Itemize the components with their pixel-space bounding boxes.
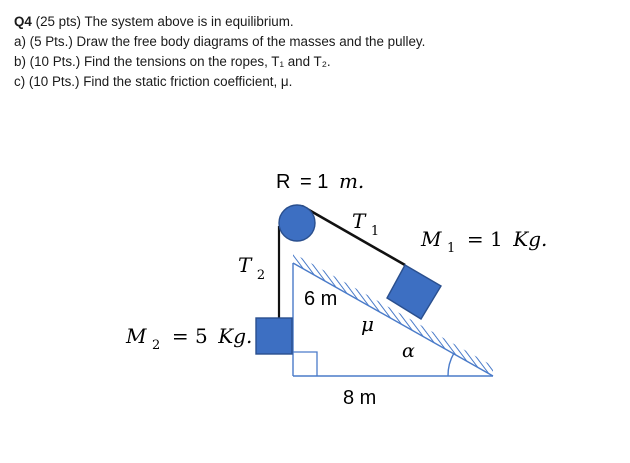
t1-subscript: 1 [370, 224, 380, 239]
m1-base: M [421, 227, 442, 251]
height-label: 6 m [304, 288, 338, 310]
m2-unit: Kg. [218, 324, 253, 348]
t1-label [352, 209, 379, 239]
mu-label: μ [361, 312, 374, 336]
m1-value: = 1 [466, 227, 503, 251]
t1-base: T [352, 209, 366, 233]
t2-base: T [238, 253, 252, 277]
incline-hatch [293, 253, 493, 376]
m2-label [125, 324, 252, 354]
m1-unit: Kg. [513, 227, 548, 251]
question-part-b: b) (10 Pts.) Find the tensions on the ropes, T₁ and T₂. [14, 54, 331, 69]
m1-subscript: 1 [447, 241, 456, 256]
base-label: 8 m [343, 387, 377, 409]
radius-value: = 1 [300, 171, 329, 193]
t2-subscript: 2 [256, 268, 266, 283]
alpha-arc [448, 353, 454, 376]
m2-value: = 5 [171, 324, 208, 348]
radius-unit: m. [338, 169, 365, 193]
alpha-label: α [402, 340, 415, 362]
pulley [279, 205, 315, 241]
right-angle-marker [293, 352, 317, 376]
radius-symbol: R [276, 171, 291, 193]
t2-label [238, 253, 265, 283]
question-points: (25 pts) The system above is in equilibrium. [35, 14, 294, 29]
question-part-c: c) (10 Pts.) Find the static friction coefficient, μ. [14, 74, 293, 89]
m2-base: M [126, 324, 147, 348]
radius-label [276, 169, 364, 193]
m2-subscript: 2 [152, 338, 161, 353]
m1-label [420, 227, 547, 257]
question-part-a: a) (5 Pts.) Draw the free body diagrams of the masses and the pulley. [14, 34, 426, 49]
incline-hypotenuse [293, 263, 493, 376]
block-m2 [256, 318, 292, 354]
question-number: Q4 [14, 14, 32, 29]
